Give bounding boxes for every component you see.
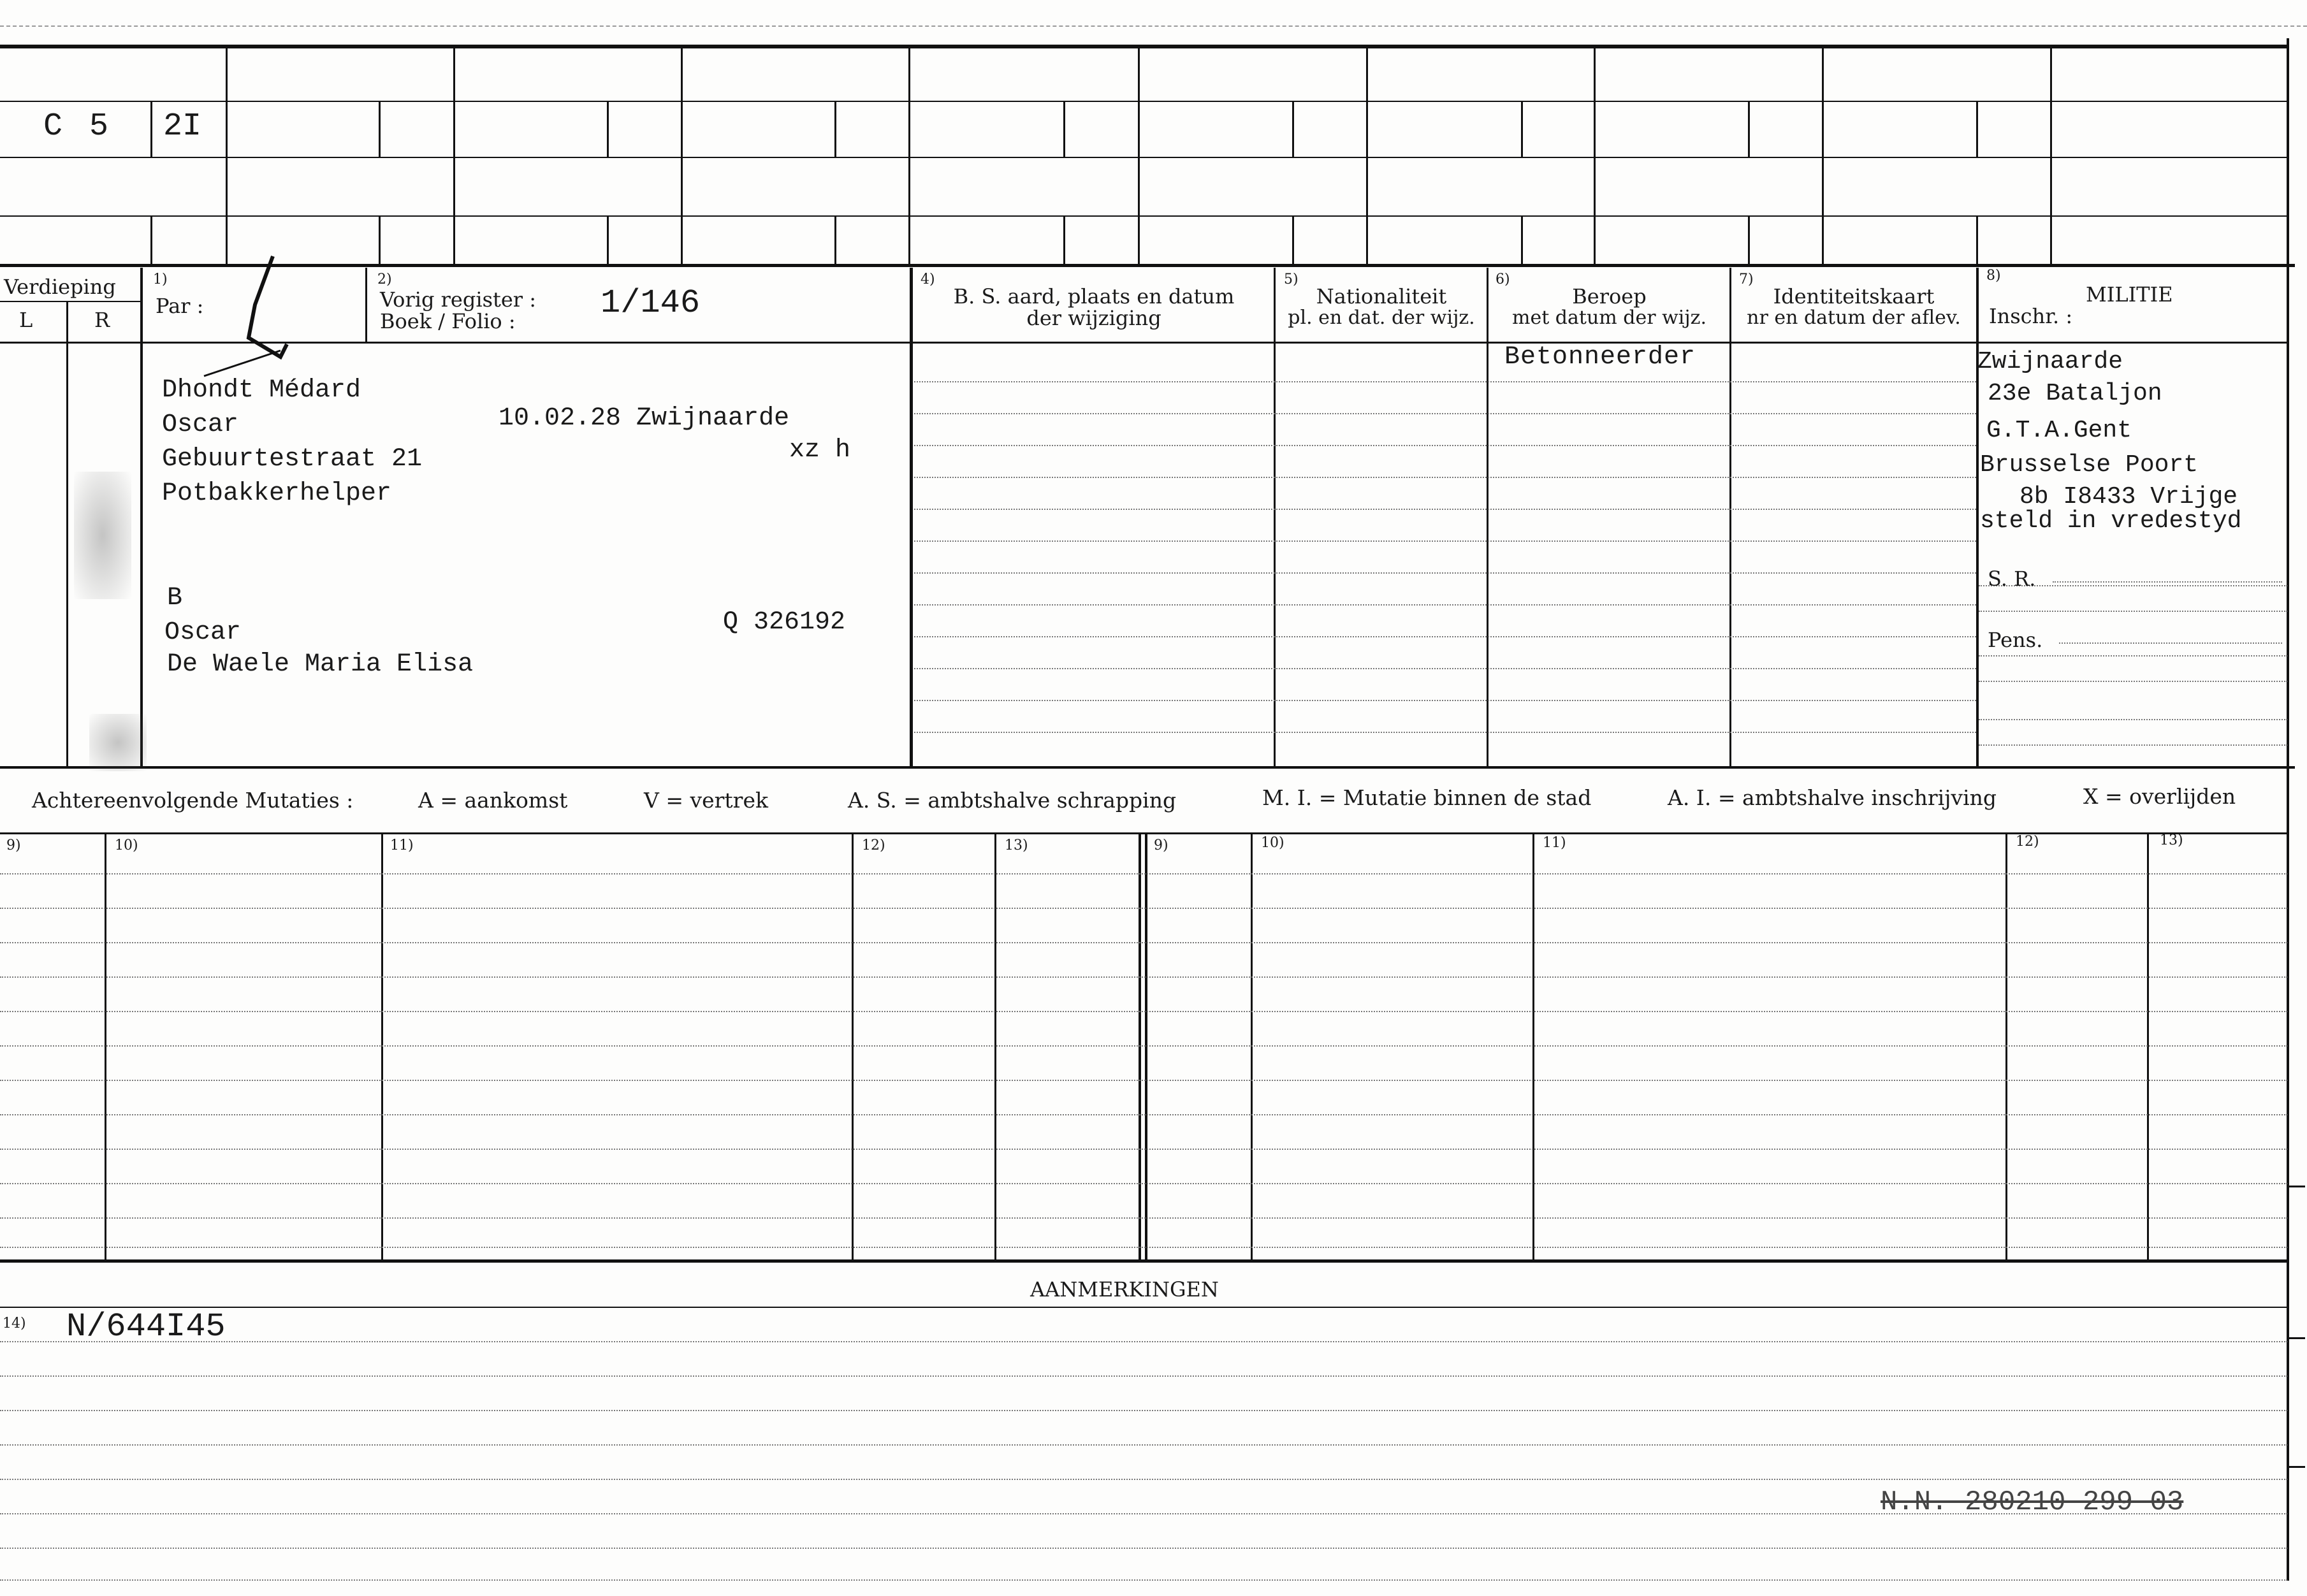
mutation-vline (994, 834, 996, 1261)
grid-vline (1748, 102, 1750, 158)
grid-line (0, 101, 2289, 102)
grid-vline (379, 102, 381, 158)
remarks-title: AANMERKINGEN (1030, 1277, 1219, 1302)
mutation-vline (2147, 834, 2149, 1261)
mutation-col-label: 10) (115, 838, 138, 853)
mutation-col-label: 12) (862, 838, 885, 853)
header-vline (365, 268, 367, 343)
mutation-vline (2005, 834, 2007, 1261)
mutation-vline (105, 834, 106, 1261)
militie-sr: S. R. (1988, 567, 2036, 591)
col5-header-line2: pl. en dat. der wijz. (1288, 307, 1475, 329)
verdieping-title: Verdieping (4, 275, 116, 299)
person-mother: De Waele Maria Elisa (167, 650, 474, 679)
verdieping-vline (66, 302, 68, 766)
person-job: Potbakkerhelper (162, 479, 392, 508)
grid-vline (1366, 46, 1368, 265)
ruled-line (914, 540, 1976, 542)
grid-vline (150, 217, 152, 265)
militie-entry-2: 23e Bataljon (1988, 380, 2162, 407)
grid-vline (379, 217, 381, 265)
legend-v: V = vertrek (644, 788, 768, 813)
grid-bottom-border (0, 264, 2295, 267)
person-name: Dhondt Médard (162, 376, 361, 405)
legend-x: X = overlijden (2083, 784, 2236, 809)
vorig-value: 1/146 (600, 284, 701, 322)
ruled-line (0, 1149, 2287, 1150)
col4-header-line1: B. S. aard, plaats en datum (953, 284, 1235, 308)
code-cell-2: 2I (163, 108, 202, 145)
vorig-number: 2) (377, 272, 392, 287)
profession-value: Betonneerder (1504, 343, 1696, 372)
ruled-line (1979, 719, 2287, 720)
column-border (1976, 268, 1979, 767)
ruled-line (0, 1045, 2287, 1047)
column-border (910, 268, 913, 767)
par-label: Par : (156, 294, 204, 318)
col6-header-line1: Beroep (1572, 284, 1647, 308)
verdieping-split-line (0, 301, 142, 302)
grid-vline (226, 46, 228, 265)
column-border (1487, 268, 1488, 767)
legend-as: A. S. = ambtshalve schrapping (848, 788, 1177, 813)
grid-vline (834, 217, 836, 265)
ruled-line (0, 1579, 2287, 1581)
grid-vline (2050, 46, 2052, 265)
grid-vline (1748, 217, 1750, 265)
ruled-line (0, 1217, 2287, 1219)
col7-number: 7) (1739, 272, 1754, 287)
verdieping-l: L (19, 308, 33, 332)
remarks-header-line (0, 1307, 2289, 1308)
ruled-line (0, 1444, 2287, 1446)
edge-tick (2289, 1186, 2305, 1187)
grid-vline (1822, 46, 1824, 265)
grid-vline (607, 217, 609, 265)
mutation-vline (1251, 834, 1253, 1261)
grid-vline (453, 46, 455, 265)
national-number: N.N. 280210 299 03 (1881, 1486, 2184, 1518)
grid-vline (1521, 102, 1523, 158)
militie-inschr: Inschr. : (1989, 304, 2073, 328)
person-firstname: Oscar (162, 410, 239, 439)
mutation-vline (381, 834, 383, 1261)
remarks-number: 14) (3, 1316, 26, 1331)
militie-entry-1: Zwijnaarde (1977, 348, 2123, 375)
ruled-line (914, 604, 1976, 606)
ruled-line (914, 668, 1976, 669)
ruled-line (0, 1341, 2287, 1342)
ruled-line (914, 445, 1976, 446)
col7-header-line1: Identiteitskaart (1773, 284, 1935, 308)
col4-header-line2: der wijziging (1026, 306, 1161, 330)
legend-title: Achtereenvolgende Mutaties : (32, 788, 354, 813)
legend-ai: A. I. = ambtshalve inschrijving (1668, 785, 1997, 810)
ruled-line (0, 1479, 2287, 1480)
mutation-vline (1532, 834, 1534, 1261)
grid-vline (1976, 217, 1978, 265)
ruled-line (0, 1183, 2287, 1184)
mutation-col-label: 9) (1154, 838, 1168, 853)
remarks-value: N/644I45 (66, 1308, 226, 1346)
person-birth: 10.02.28 Zwijnaarde (499, 404, 790, 433)
column-border (1729, 268, 1731, 767)
header-bottom-line (0, 342, 2289, 344)
verdieping-border (140, 268, 143, 767)
info-bottom-border (0, 766, 2295, 769)
ruled-line (0, 1011, 2287, 1012)
code-cell-1: C 5 (43, 108, 113, 145)
col8-number: 8) (1986, 268, 2001, 284)
card-right-border (2287, 38, 2289, 1581)
mutation-vline (1145, 834, 1147, 1261)
col4-number: 4) (921, 272, 935, 287)
mutation-col-label: 13) (1005, 838, 1028, 853)
mutation-col-label: 10) (1261, 835, 1284, 851)
ruled-line (914, 509, 1976, 510)
mutation-vline (852, 834, 854, 1261)
pens-fill-line (2059, 642, 2282, 644)
smudge-mark (74, 472, 131, 599)
par-number: 1) (153, 272, 168, 287)
militie-entry-6: steld in vredestyd (1980, 507, 2242, 535)
person-father: Oscar (164, 618, 242, 647)
grid-vline (834, 102, 836, 158)
grid-vline (1521, 217, 1523, 265)
ruled-line (0, 1375, 2287, 1377)
ruled-line (914, 700, 1976, 701)
column-border (1274, 268, 1276, 767)
edge-tick (2289, 1337, 2305, 1339)
grid-top-border (0, 45, 2289, 48)
grid-vline (908, 46, 910, 265)
grid-vline (1292, 217, 1294, 265)
ruled-line (1979, 681, 2287, 682)
card-top-edge (0, 25, 2307, 27)
militie-entry-4: Brusselse Poort (1980, 451, 2199, 479)
grid-vline (150, 102, 152, 158)
ruled-line (1979, 744, 2287, 746)
grid-vline (1976, 102, 1978, 158)
person-mark: xz h (789, 436, 851, 465)
person-qnum: Q 326192 (723, 608, 846, 637)
ruled-line (0, 976, 2287, 978)
militie-entry-5: 8b I8433 Vrijge (2020, 483, 2238, 511)
mutation-col-label: 9) (6, 838, 21, 853)
grid-vline (1063, 217, 1065, 265)
col6-number: 6) (1496, 272, 1510, 287)
ruled-line (914, 732, 1976, 733)
sr-fill-line (2053, 581, 2282, 583)
ruled-line (914, 477, 1976, 478)
mutation-vline (1139, 834, 1141, 1261)
grid-vline (1594, 46, 1596, 265)
ruled-line (0, 1548, 2287, 1549)
ruled-line (0, 1114, 2287, 1115)
col6-header-line2: met datum der wijz. (1512, 307, 1707, 329)
ruled-line (914, 572, 1976, 574)
ruled-line (1979, 655, 2287, 657)
mutations-bottom-border (0, 1259, 2289, 1263)
ruled-line (914, 636, 1976, 637)
vorig-line1: Vorig register : (380, 287, 537, 312)
mutations-top-border (0, 832, 2289, 834)
person-street: Gebuurtestraat 21 (162, 445, 423, 474)
ruled-line (1979, 611, 2287, 612)
ruled-line (0, 1247, 2287, 1248)
ruled-line (0, 908, 2287, 909)
col7-header-line2: nr en datum der aflev. (1747, 307, 1961, 329)
grid-line (0, 215, 2289, 217)
ruled-line (914, 381, 1976, 382)
col5-header-line1: Nationaliteit (1316, 284, 1447, 308)
grid-vline (1138, 46, 1140, 265)
col5-number: 5) (1284, 272, 1299, 287)
edge-tick (2289, 1466, 2305, 1468)
ruled-line (0, 873, 2287, 874)
smudge-mark (89, 714, 147, 771)
militie-title: MILITIE (2086, 282, 2173, 307)
verdieping-r: R (94, 308, 110, 332)
ruled-line (0, 942, 2287, 943)
grid-vline (607, 102, 609, 158)
legend-mi: M. I. = Mutatie binnen de stad (1262, 785, 1592, 810)
grid-vline (681, 46, 683, 265)
militie-entry-3: G.T.A.Gent (1986, 417, 2132, 444)
grid-vline (1292, 102, 1294, 158)
ruled-line (0, 1080, 2287, 1081)
mutation-col-label: 12) (2016, 834, 2039, 850)
grid-line (0, 157, 2289, 158)
mutation-col-label: 11) (1543, 835, 1566, 851)
person-b: B (167, 584, 183, 613)
legend-a: A = aankomst (418, 788, 568, 813)
grid-vline (1063, 102, 1065, 158)
ruled-line (0, 1410, 2287, 1411)
mutation-col-label: 11) (390, 838, 414, 853)
vorig-line2: Boek / Folio : (380, 309, 516, 333)
mutation-col-label: 13) (2160, 832, 2183, 848)
ruled-line (914, 413, 1976, 414)
militie-pens: Pens. (1988, 628, 2043, 652)
